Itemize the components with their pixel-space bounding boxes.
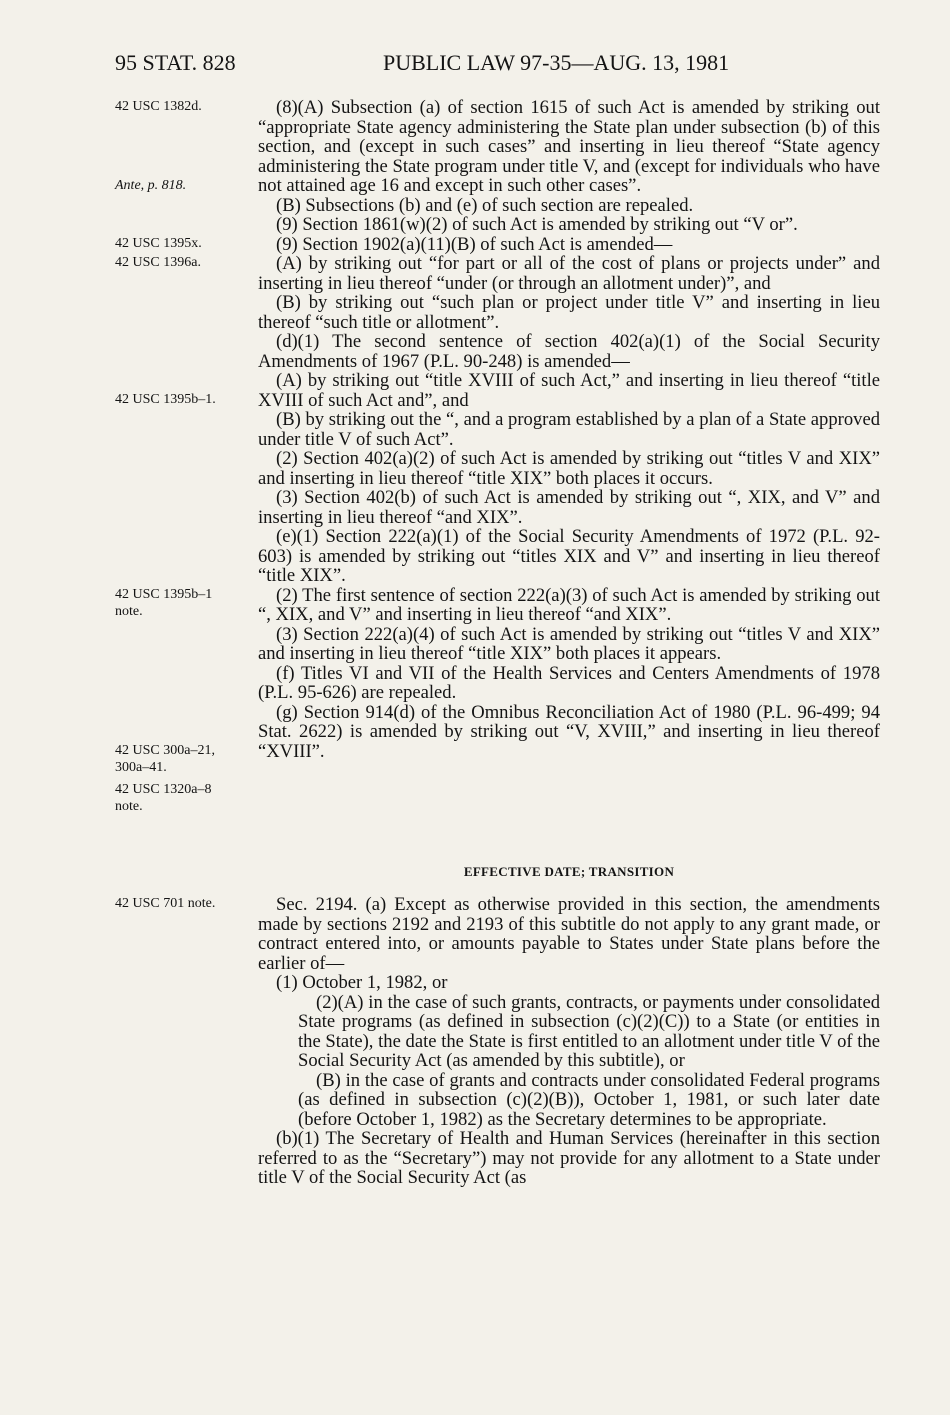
paragraph: (3) Section 402(b) of such Act is amended by striking out “, XIX, and V” and inserting in lieu thereof “and XIX”. (258, 487, 880, 528)
page-title: PUBLIC LAW 97-35—AUG. 13, 1981 (383, 50, 730, 75)
page-reference: 95 STAT. 828 (115, 50, 236, 75)
margin-note: 42 USC 1395b–1 note. (115, 587, 213, 619)
page-header (115, 50, 885, 84)
paragraph: (8)(A) Subsection (a) of section 1615 of such Act is amended by striking out “appropriate State agency administering the State plan under subsection (b) of this section, and (except in such cases” and inserting in lieu thereof “State agency administering the State program under title V, and (except for individuals who have not attained age 16 and except in such other cases”. (258, 97, 880, 196)
section-heading (258, 862, 880, 882)
paragraph: (3) Section 222(a)(4) of such Act is amended by striking out “titles V and XIX” and inserting in lieu thereof “title XIX” both places it appears. (258, 623, 880, 664)
paragraph: (A) by striking out “for part or all of the cost of plans or projects under” and inserting in lieu thereof “under (or through an allotment under)”, and (258, 253, 880, 294)
body-text (258, 98, 880, 761)
paragraph: (2) Section 402(a)(2) of such Act is amended by striking out “titles V and XIX” and inserting in lieu thereof “title XIX” both places it occurs. (258, 448, 880, 489)
body-text-section-2194 (258, 895, 880, 1188)
paragraph: Sec. 2194. (a) Except as otherwise provided in this section, the amendments made by sections 2192 and 2193 of this subtitle do not apply to any grant made, or contract entered into, or amounts payable to States under State plans before the earlier of— (258, 894, 880, 974)
paragraph: (9) Section 1902(a)(11)(B) of such Act is amended— (276, 233, 673, 255)
paragraph: (B) by striking out the “, and a program established by a plan of a State approved under title V of such Act”. (258, 409, 880, 450)
paragraph: (9) Section 1861(w)(2) of such Act is amended by striking out “V or”. (276, 214, 798, 235)
paragraph: (f) Titles VI and VII of the Health Services and Centers Amendments of 1978 (P.L. 95-626) are repealed. (258, 662, 880, 703)
margin-note: Ante, p. 818. (115, 178, 187, 193)
margin-note: 42 USC 1382d. (115, 99, 202, 114)
paragraph: (g) Section 914(d) of the Omnibus Reconciliation Act of 1980 (P.L. 96-499; 94 Stat. 2622) is amended by striking out “V, XVIII,” and inserting in lieu thereof “XVIII”. (258, 701, 880, 762)
paragraph: (B) Subsections (b) and (e) of such section are repealed. (276, 194, 694, 216)
paragraph: (2) The first sentence of section 222(a)(3) of such Act is amended by striking out “, XIX, and V” and inserting in lieu thereof “and XIX”. (258, 584, 880, 625)
paragraph: (d)(1) The second sentence of section 402(a)(1) of the Social Security Amendments of 1967 (P.L. 90-248) is amended— (258, 331, 880, 372)
paragraph: (A) by striking out “title XVIII of such Act,” and inserting in lieu thereof “title XVIII of such Act and”, and (258, 370, 880, 411)
margin-note: 42 USC 1395x. (115, 236, 202, 251)
margin-note: 42 USC 1320a–8 note. (115, 782, 212, 814)
paragraph: (e)(1) Section 222(a)(1) of the Social Security Amendments of 1972 (P.L. 92-603) is amended by striking out “titles XIX and V” and inserting in lieu thereof “title XIX”. (258, 526, 880, 586)
heading: EFFECTIVE DATE; TRANSITION (463, 864, 675, 879)
margin-note: 42 USC 1396a. (115, 255, 201, 270)
margin-note: 42 USC 300a–21, 300a–41. (115, 743, 215, 775)
paragraph: (1) October 1, 1982, or (276, 972, 448, 993)
margin-note: 42 USC 701 note. (115, 896, 216, 911)
paragraph: (b)(1) The Secretary of Health and Human Services (hereinafter in this section referred to as the “Secretary”) may not provide for any allotment to a State under title V of the Social Security Act (as (258, 1128, 880, 1188)
paragraph: (B) by striking out “such plan or project under title V” and inserting in lieu thereof “such title or allotment”. (258, 292, 880, 333)
margin-note: 42 USC 1395b–1. (115, 392, 216, 407)
paragraph: (2)(A) in the case of such grants, contracts, or payments under consolidated State programs (as defined in subsection (c)(2)(C)) to a State (or entities in the State), the date the State is first entitled to an allotment under title V of the Social Security Act (as amended by this subtitle), or (298, 991, 880, 1071)
paragraph: (B) in the case of grants and contracts under consolidated Federal programs (as defined in subsection (c)(2)(B)), October 1, 1981, or such later date (before October 1, 1982) as the Secretary determines to be appropriate. (298, 1069, 880, 1130)
